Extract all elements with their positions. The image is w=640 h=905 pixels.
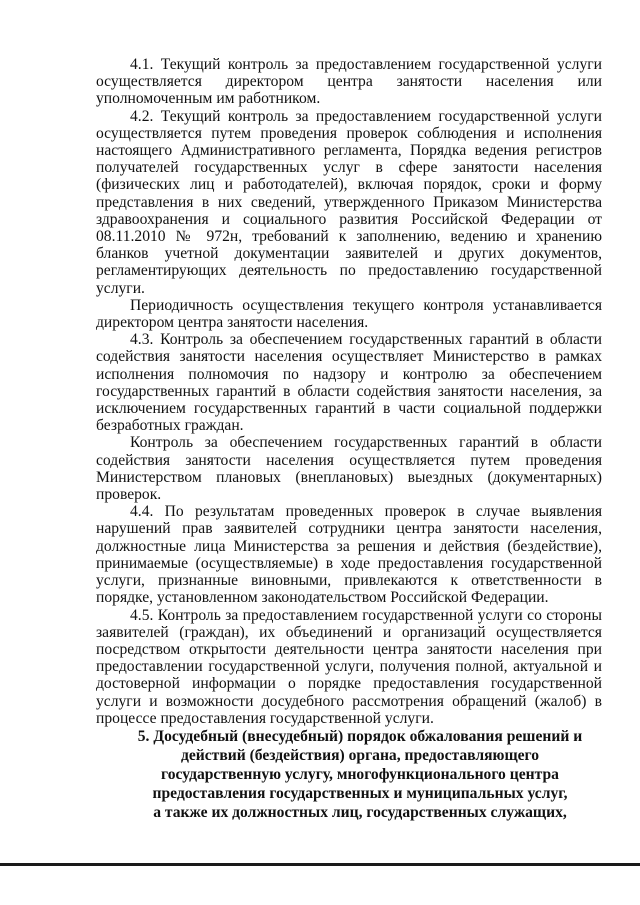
section-4-text (96, 56, 602, 727)
heading-line: а также их должностных лиц, государственных служащих, (153, 804, 567, 821)
heading-line: действий (бездействия) органа, предоставляющего (180, 747, 540, 764)
paragraph-4-2: 4.2. Текущий контроль за предоставлением государственной услуги осуществляется путем проведения проверок соблюдения и исполнения настоящего Административного регламента, Порядка ведения регистров получателей государственных услуг в сфере занятости населения (физических лиц и работодателей), включая порядок, сроки и форму представления в них сведений, утвержденного Приказом Министерства здравоохранения и социального развития Российской Федерации от 08.11.2010 № 972н, требований к заполнению, ведению и хранению бланков учетной документации заявителей и других документов, регламентирующих деятельность по предоставлению государственной услуги. (96, 107, 602, 297)
paragraph-4-4: 4.4. По результатам проведенных проверок в случае выявления нарушений прав заявителей сотрудники центра занятости населения, должностные лица Министерства за решения и действия (бездействие), принимаемые (осуществляемые) в ходе предоставления государственной услуги, признанные виновными, привлекаются к ответственности в порядке, установленном законодательством Российской Федерации. (96, 503, 602, 607)
heading-line: государственную услугу, многофункционального центра (161, 766, 559, 783)
heading-line: предоставления государственных и муниципальных услуг, (152, 785, 568, 802)
paragraph-4-1: 4.1. Текущий контроль за предоставлением государственной услуги осуществляется директором центра занятости населения или уполномоченным им работником. (96, 56, 602, 108)
page-bottom-edge (0, 863, 640, 866)
paragraph-4-2-periodicity: Периодичность осуществления текущего контроля устанавливается директором центра занятости населения. (96, 296, 602, 332)
section-5-heading (120, 727, 600, 822)
heading-line: 5. Досудебный (внесудебный) порядок обжалования решений и (137, 728, 583, 745)
paragraph-4-5: 4.5. Контроль за предоставлением государственной услуги со стороны заявителей (граждан), их объединений и организаций осуществляется посредством открытости деятельности центра занятости населения при предоставлении государственной услуги, получения полной, актуальной и достоверной информации о порядке предоставления государственной услуги и возможности досудебного рассмотрения обращений (жалоб) в процессе предоставления государственной услуги. (96, 606, 602, 727)
paragraph-4-3-inspections: Контроль за обеспечением государственных гарантий в области содействия занятости населения осуществляется путем проведения Министерством плановых (внеплановых) выездных (документарных) проверок. (96, 434, 602, 504)
paragraph-4-3: 4.3. Контроль за обеспечением государственных гарантий в области содействия занятости населения осуществляет Министерство в рамках исполнения полномочия по надзору и контролю за обеспечением государственных гарантий в области содействия занятости населения, за исключением государственных гарантий в части социальной поддержки безработных граждан. (96, 331, 602, 435)
